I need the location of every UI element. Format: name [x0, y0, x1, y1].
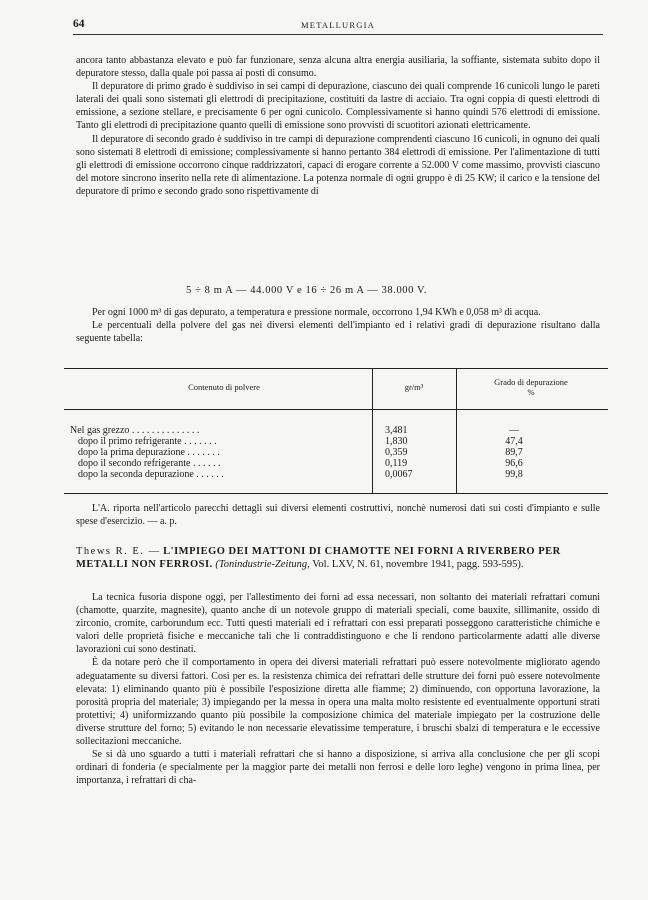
header-rule [73, 34, 603, 35]
row-label: dopo la seconda depurazione . . . . . . [78, 469, 224, 480]
column-header-percent: % [527, 387, 535, 397]
row-grade: 96,6 [505, 458, 523, 469]
body-paragraph-1: La tecnica fusoria dispone oggi, per l'allestimento dei forni ad essa necessari, non soltanto dei materiali refrattari comuni (chamotte, quarzite, magnesite), quanto anche di un notevole gruppo di materiali speciali, come bauxite, sillimanite, ossido di zirconio, cromite, carborundum ecc. Tutti questi materiali ed i refrattari con essi preparati posseggono caratteristiche chimiche e valori delle proprietà fisiche e meccaniche tali che li contraddistinguono e che li rendono particolarmente adatti alle diverse lavorazioni cui sono destinati. [76, 592, 600, 656]
row-grade: 89,7 [505, 447, 523, 458]
table-header-rule [64, 409, 608, 410]
intro-paragraph-5: Le percentuali della polvere del gas nei diversi elementi dell'impianto ed i relativi gradi di depurazione risultano dalla seguente tabella: [76, 320, 600, 345]
entry-source-details: Vol. LXV, N. 61, novembre 1941, pagg. 593-595). [312, 559, 524, 570]
entry-title: L'IMPIEGO DEI MATTONI DI CHAMOTTE NEI FORNI A RIVERBERO PER METALLI NON FERROSI. [76, 546, 561, 570]
row-grams: 0,359 [385, 447, 408, 458]
closing-paragraph: L'A. riporta nell'articolo parecchi dettagli sui diversi elementi costruttivi, nonchè numerosi dati sui costi d'impianto e sulle spese d'esercizio. — a. p. [76, 503, 600, 528]
row-grams: 3,481 [385, 425, 408, 436]
entry-journal: (Tonindustrie-Zeitung, [215, 559, 310, 570]
column-header-grade: Grado di depurazione [494, 377, 568, 387]
intro-paragraph-2: Il depuratore di primo grado è suddiviso in sei campi di depurazione, ciascuno dei quali comprende 16 cunicoli lungo le pareti laterali dei quali sono sistemati gli elettrodi di precipitazione, costituiti da lastre di acciaio. Tra ogni coppia di questi elettrodi di emissione, a sezione stellare, e precisamente 6 per ogni cunicolo. Complessivamente si hanno quindi 576 elettrodi di emissione. Tanto gli elettrodi di precipitazione quanto quelli di emissione sono provvisti di scuotitori azionati elettricamente. [76, 81, 600, 132]
column-header-content: Contenuto di polvere [188, 382, 260, 392]
row-label: dopo il primo refrigerante . . . . . . . [78, 436, 217, 447]
table-row [64, 458, 608, 469]
row-grams: 1,830 [385, 436, 408, 447]
running-title: METALLURGIA [301, 20, 375, 30]
intro-paragraph-3: Il depuratore di secondo grado è suddiviso in tre campi di depurazione comprendenti ciascuno 16 cunicoli, in ognuno dei quali sono sistemati 8 elettrodi di emissione; complessivamente si hanno pertanto 384 elettrodi di emissione. Per l'alimentazione di tutti gli elettrodi di emissione occorrono cinque raddrizzatori, capaci di erogare corrente a 52.000 V come massimo, provvisti ciascuno del motore sincrono inserito nella rete di alimentazione. La potenza normale di ogni gruppo è di 25 KW; il carico e la tensione del depuratore di primo e secondo grado sono rispettivamente di [76, 133, 600, 197]
article-body [76, 591, 600, 787]
intro-paragraph-4: Per ogni 1000 m³ di gas depurato, a temperatura e pressione normale, occorrono 1,94 KWh e 0,058 m³ di acqua. [92, 307, 541, 318]
row-grade: — [509, 425, 519, 436]
row-label: dopo il secondo refrigerante . . . . . . [78, 458, 221, 469]
table-row [64, 436, 608, 447]
row-grams: 0,119 [385, 458, 408, 469]
table-row [64, 469, 608, 480]
intro-section [76, 54, 600, 198]
entry-author: Thews R. E. — [76, 546, 161, 557]
row-grade: 99,8 [505, 469, 523, 480]
bibliographic-entry [76, 545, 600, 571]
intro-paragraph-1: ancora tanto abbastanza elevato e può far funzionare, senza alcuna altra energia ausiliaria, la soffiante, sistemata subito dopo il depuratore stesso, dalla quale poi passa ai posti di consumo. [76, 55, 600, 80]
body-paragraph-3: Se si dà uno sguardo a tutti i materiali refrattari che si hanno a disposizione, si arriva alla conclusione che per gli scopi ordinari di fonderia (e specialmente per la maggior parte dei metalli non ferrosi e delle loro leghe) vengono in prima linea, per importanza, i refrattari di cha- [76, 749, 600, 787]
page-number: 64 [73, 18, 85, 30]
dust-table [64, 368, 608, 494]
page-header [73, 18, 603, 34]
column-header-grams: gr/m³ [404, 382, 424, 392]
closing-section [76, 502, 600, 528]
electrical-formula: 5 ÷ 8 m A — 44.000 V e 16 ÷ 26 m A — 38.000 V. [186, 285, 428, 296]
table-row [64, 425, 608, 436]
intro-section-2 [76, 306, 600, 345]
table-row [64, 447, 608, 458]
row-label: Nel gas grezzo . . . . . . . . . . . . . . [70, 425, 200, 436]
row-grade: 47,4 [505, 436, 523, 447]
row-grams: 0,0067 [385, 469, 413, 480]
row-label: dopo la prima depurazione . . . . . . . [78, 447, 220, 458]
body-paragraph-2: È da notare però che il comportamento in opera dei diversi materiali refrattari può essere notevolmente migliorato agendo adeguatamente su diversi fattori. Così per es. la resistenza chimica dei refrattari delle strutture dei forni può essere notevolmente elevata: 1) eliminando quanto più è possibile l'esposizione diretta alle fiamme; 2) diminuendo, con opportuna lavorazione, la porosità propria del materiale; 3) impiegando per la messa in opera una malta molto resistente ed eventualmente opportuni strati protettivi; 4) uniformizzando quanto più possibile la composizione chimica del materiale impiegato per la costruzione delle diverse strutture del forno; 5) evitando le non necessarie elevatissime temperature, i bruschi sbalzi di temperatura e le eccessive sollecitazioni meccaniche. [76, 657, 600, 748]
